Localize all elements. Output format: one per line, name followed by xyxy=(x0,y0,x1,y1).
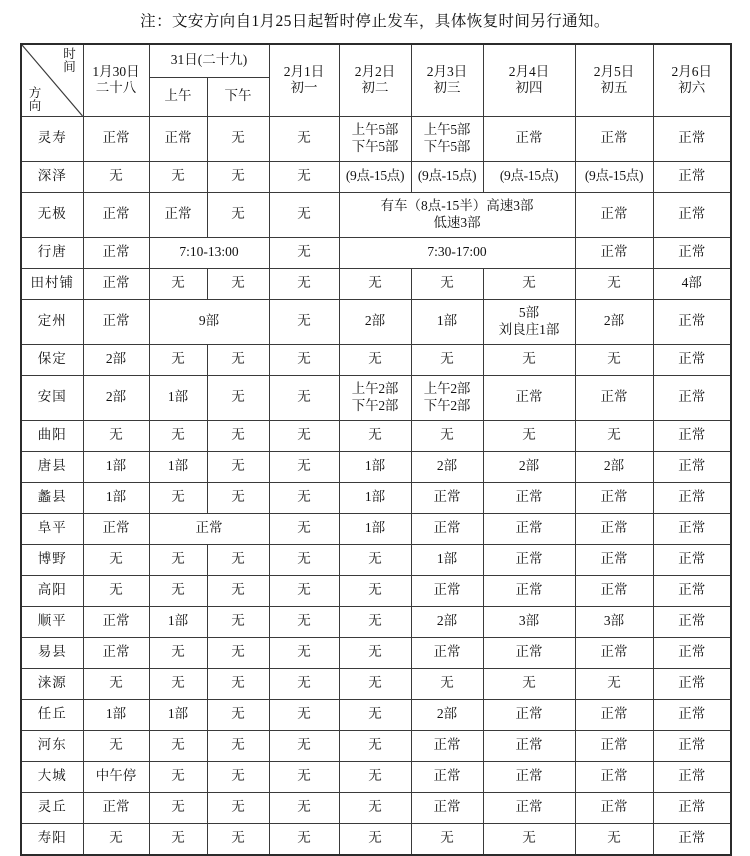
schedule-cell: 无 xyxy=(269,482,339,513)
schedule-cell: 4部 xyxy=(653,268,731,299)
row-destination-label: 博野 xyxy=(21,544,83,575)
schedule-cell: 1部 xyxy=(83,451,149,482)
row-destination-label: 行唐 xyxy=(21,237,83,268)
schedule-cell: 正常 xyxy=(411,637,483,668)
row-destination-label: 涞源 xyxy=(21,668,83,699)
schedule-cell: 无 xyxy=(269,699,339,730)
schedule-cell: 无 xyxy=(269,792,339,823)
schedule-cell: 无 xyxy=(207,420,269,451)
schedule-cell: 无 xyxy=(483,344,575,375)
schedule-cell: 正常 xyxy=(653,668,731,699)
row-destination-label: 大城 xyxy=(21,761,83,792)
schedule-cell: 无 xyxy=(269,544,339,575)
schedule-cell: 无 xyxy=(149,482,207,513)
schedule-cell: 正常 xyxy=(653,420,731,451)
schedule-cell xyxy=(483,299,575,344)
schedule-cell: (9点-15点) xyxy=(411,161,483,192)
schedule-cell: 无 xyxy=(207,544,269,575)
header-col-feb1 xyxy=(269,44,339,117)
schedule-cell: 正常 xyxy=(653,544,731,575)
schedule-cell: 无 xyxy=(339,699,411,730)
schedule-cell: 无 xyxy=(149,344,207,375)
header-direction-label xyxy=(27,87,43,113)
header-col-feb5-lunar: 初五 xyxy=(600,80,628,96)
schedule-cell: 正常 xyxy=(483,730,575,761)
schedule-cell: 无 xyxy=(83,544,149,575)
table-row xyxy=(21,823,731,855)
table-row xyxy=(21,637,731,668)
schedule-cell: 正常 xyxy=(653,761,731,792)
schedule-cell-line: 有车（8点-15半）高速3部 xyxy=(380,198,534,214)
schedule-cell: (9点-15点) xyxy=(339,161,411,192)
schedule-cell: 无 xyxy=(269,344,339,375)
schedule-cell: 无 xyxy=(269,575,339,606)
schedule-cell-line: 低速3部 xyxy=(433,214,481,230)
schedule-cell: 7:30-17:00 xyxy=(339,237,575,268)
schedule-cell: (9点-15点) xyxy=(483,161,575,192)
schedule-cell: 无 xyxy=(269,375,339,420)
schedule-cell: 正常 xyxy=(483,699,575,730)
schedule-cell-line: 上午5部 xyxy=(351,122,399,138)
schedule-cell-line: 上午2部 xyxy=(351,381,399,397)
row-destination-label: 阜平 xyxy=(21,513,83,544)
table-row xyxy=(21,544,731,575)
header-dir-char-1: 方 xyxy=(28,86,42,101)
schedule-cell: 无 xyxy=(207,730,269,761)
table-row xyxy=(21,237,731,268)
schedule-cell: 无 xyxy=(83,730,149,761)
schedule-cell: 无 xyxy=(149,161,207,192)
schedule-cell: 正常 xyxy=(411,482,483,513)
schedule-cell: 正常 xyxy=(575,513,653,544)
schedule-cell: 正常 xyxy=(483,544,575,575)
schedule-cell: 正常 xyxy=(575,761,653,792)
schedule-cell: 无 xyxy=(269,161,339,192)
schedule-cell: 正常 xyxy=(483,482,575,513)
schedule-cell: 9部 xyxy=(149,299,269,344)
schedule-cell xyxy=(411,375,483,420)
header-col-jan30-lunar: 二十八 xyxy=(95,80,137,96)
table-row xyxy=(21,268,731,299)
header-col-feb3 xyxy=(411,44,483,117)
row-destination-label: 任丘 xyxy=(21,699,83,730)
schedule-cell: 无 xyxy=(339,544,411,575)
schedule-cell: 无 xyxy=(339,420,411,451)
row-destination-label: 易县 xyxy=(21,637,83,668)
header-corner-cell xyxy=(21,44,83,117)
schedule-cell: 无 xyxy=(207,116,269,161)
schedule-table xyxy=(20,43,732,856)
schedule-cell-line: 5部 xyxy=(518,305,540,321)
schedule-cell: 无 xyxy=(149,420,207,451)
schedule-cell xyxy=(339,116,411,161)
schedule-cell: 无 xyxy=(149,792,207,823)
schedule-cell: 2部 xyxy=(411,699,483,730)
schedule-cell: 正常 xyxy=(575,730,653,761)
schedule-cell: 无 xyxy=(149,823,207,855)
table-row xyxy=(21,575,731,606)
schedule-cell: 无 xyxy=(207,792,269,823)
schedule-cell: 无 xyxy=(339,637,411,668)
schedule-cell: 无 xyxy=(411,823,483,855)
schedule-cell: 正常 xyxy=(653,344,731,375)
row-destination-label: 蠡县 xyxy=(21,482,83,513)
header-col-feb4-lunar: 初四 xyxy=(515,80,543,96)
row-destination-label: 顺平 xyxy=(21,606,83,637)
schedule-cell: 正常 xyxy=(653,482,731,513)
schedule-table-wrapper xyxy=(20,43,730,856)
header-col-jan30 xyxy=(83,44,149,117)
schedule-cell: 无 xyxy=(207,482,269,513)
header-col-feb6-date: 2月6日 xyxy=(671,63,712,79)
schedule-cell: 无 xyxy=(269,606,339,637)
header-col-jan31: 31日(二十九) xyxy=(149,44,269,78)
schedule-cell: 无 xyxy=(269,730,339,761)
schedule-cell: 正常 xyxy=(653,513,731,544)
header-col-jan31-am: 上午 xyxy=(149,77,207,116)
header-col-feb1-date: 2月1日 xyxy=(283,63,325,79)
schedule-cell: 正常 xyxy=(83,237,149,268)
row-destination-label: 曲阳 xyxy=(21,420,83,451)
table-row xyxy=(21,192,731,237)
schedule-cell: 正常 xyxy=(575,375,653,420)
schedule-cell xyxy=(411,116,483,161)
schedule-cell-line: 下午5部 xyxy=(351,138,399,154)
schedule-cell: 1部 xyxy=(83,699,149,730)
schedule-cell: 无 xyxy=(149,575,207,606)
table-row xyxy=(21,699,731,730)
schedule-cell: 正常 xyxy=(83,192,149,237)
schedule-cell: 无 xyxy=(269,451,339,482)
table-row xyxy=(21,761,731,792)
schedule-cell: 无 xyxy=(575,823,653,855)
schedule-cell: 无 xyxy=(575,268,653,299)
schedule-cell: 无 xyxy=(269,116,339,161)
schedule-cell: 1部 xyxy=(149,451,207,482)
row-destination-label: 安国 xyxy=(21,375,83,420)
schedule-cell: 无 xyxy=(149,268,207,299)
schedule-cell xyxy=(339,192,575,237)
header-col-feb4-date: 2月4日 xyxy=(508,63,550,79)
schedule-cell: 2部 xyxy=(411,451,483,482)
header-time-char-1: 时 xyxy=(63,46,76,61)
table-row xyxy=(21,606,731,637)
schedule-cell: 无 xyxy=(483,420,575,451)
table-row xyxy=(21,482,731,513)
schedule-cell: 正常 xyxy=(83,637,149,668)
schedule-cell: 正常 xyxy=(83,116,149,161)
header-col-jan31-pm: 下午 xyxy=(207,77,269,116)
schedule-cell: 正常 xyxy=(575,575,653,606)
schedule-cell: 无 xyxy=(339,730,411,761)
header-dir-char-2: 向 xyxy=(28,99,42,114)
schedule-cell: 正常 xyxy=(575,192,653,237)
schedule-cell: 正常 xyxy=(83,792,149,823)
schedule-cell: 无 xyxy=(411,344,483,375)
header-time-label xyxy=(62,48,78,74)
schedule-cell: (9点-15点) xyxy=(575,161,653,192)
row-destination-label: 灵丘 xyxy=(21,792,83,823)
schedule-cell: 无 xyxy=(207,823,269,855)
header-row-1 xyxy=(21,44,731,78)
schedule-cell: 无 xyxy=(269,299,339,344)
row-destination-label: 唐县 xyxy=(21,451,83,482)
schedule-cell: 无 xyxy=(269,192,339,237)
header-col-feb5-date: 2月5日 xyxy=(593,63,635,79)
table-row xyxy=(21,420,731,451)
schedule-cell-line: 下午2部 xyxy=(423,397,471,413)
header-col-feb6-lunar: 初六 xyxy=(678,80,706,96)
schedule-cell: 1部 xyxy=(149,606,207,637)
header-col-feb2-lunar: 初二 xyxy=(361,80,389,96)
schedule-cell: 无 xyxy=(269,668,339,699)
schedule-cell: 无 xyxy=(207,192,269,237)
row-destination-label: 灵寿 xyxy=(21,116,83,161)
schedule-cell: 正常 xyxy=(411,730,483,761)
schedule-cell: 无 xyxy=(339,268,411,299)
schedule-cell: 正常 xyxy=(575,237,653,268)
schedule-cell: 1部 xyxy=(339,482,411,513)
schedule-cell: 正常 xyxy=(83,606,149,637)
schedule-cell: 正常 xyxy=(483,575,575,606)
schedule-cell: 无 xyxy=(149,668,207,699)
schedule-cell: 无 xyxy=(483,268,575,299)
schedule-cell: 正常 xyxy=(411,513,483,544)
schedule-cell: 2部 xyxy=(83,375,149,420)
schedule-cell: 无 xyxy=(411,420,483,451)
schedule-cell: 正常 xyxy=(653,237,731,268)
schedule-cell: 无 xyxy=(207,668,269,699)
header-col-feb1-lunar: 初一 xyxy=(290,80,318,96)
schedule-cell: 无 xyxy=(207,637,269,668)
schedule-cell: 正常 xyxy=(653,116,731,161)
schedule-cell: 无 xyxy=(83,823,149,855)
schedule-cell: 无 xyxy=(339,575,411,606)
schedule-cell: 无 xyxy=(149,761,207,792)
schedule-cell: 正常 xyxy=(653,375,731,420)
schedule-cell: 7:10-13:00 xyxy=(149,237,269,268)
schedule-cell: 正常 xyxy=(575,792,653,823)
schedule-cell: 2部 xyxy=(83,344,149,375)
table-row xyxy=(21,730,731,761)
schedule-cell: 无 xyxy=(339,792,411,823)
schedule-cell: 正常 xyxy=(149,116,207,161)
table-row xyxy=(21,668,731,699)
schedule-cell: 1部 xyxy=(83,482,149,513)
schedule-cell: 正常 xyxy=(653,730,731,761)
schedule-cell: 中午停 xyxy=(83,761,149,792)
schedule-cell: 无 xyxy=(207,575,269,606)
schedule-cell: 正常 xyxy=(149,513,269,544)
schedule-cell: 3部 xyxy=(483,606,575,637)
schedule-cell: 1部 xyxy=(149,375,207,420)
header-col-feb3-lunar: 初三 xyxy=(433,80,461,96)
row-destination-label: 寿阳 xyxy=(21,823,83,855)
schedule-cell-line: 下午2部 xyxy=(351,397,399,413)
row-destination-label: 河东 xyxy=(21,730,83,761)
schedule-cell: 正常 xyxy=(411,575,483,606)
schedule-cell-line: 下午5部 xyxy=(423,138,471,154)
schedule-cell: 正常 xyxy=(149,192,207,237)
schedule-cell: 2部 xyxy=(575,299,653,344)
schedule-cell: 正常 xyxy=(653,606,731,637)
table-row xyxy=(21,513,731,544)
schedule-cell: 无 xyxy=(269,237,339,268)
header-col-feb3-date: 2月3日 xyxy=(426,63,468,79)
schedule-cell: 正常 xyxy=(483,513,575,544)
schedule-cell: 无 xyxy=(269,823,339,855)
schedule-cell: 正常 xyxy=(411,792,483,823)
schedule-cell: 无 xyxy=(483,668,575,699)
schedule-cell-line: 刘良庄1部 xyxy=(498,321,560,337)
schedule-cell: 无 xyxy=(207,344,269,375)
table-body xyxy=(21,116,731,855)
row-destination-label: 定州 xyxy=(21,299,83,344)
header-col-feb6 xyxy=(653,44,731,117)
schedule-cell: 正常 xyxy=(575,699,653,730)
table-row xyxy=(21,792,731,823)
schedule-cell: 无 xyxy=(269,637,339,668)
schedule-cell: 无 xyxy=(207,699,269,730)
schedule-cell: 无 xyxy=(575,668,653,699)
table-row xyxy=(21,299,731,344)
schedule-cell: 正常 xyxy=(653,299,731,344)
header-col-jan30-date: 1月30日 xyxy=(92,63,140,79)
schedule-cell: 1部 xyxy=(149,699,207,730)
schedule-cell: 1部 xyxy=(411,299,483,344)
schedule-cell-line: 上午5部 xyxy=(423,122,471,138)
schedule-cell-line: 上午2部 xyxy=(423,381,471,397)
row-destination-label: 无极 xyxy=(21,192,83,237)
schedule-cell: 2部 xyxy=(483,451,575,482)
schedule-cell: 无 xyxy=(149,544,207,575)
schedule-cell: 正常 xyxy=(83,513,149,544)
schedule-cell: 无 xyxy=(339,761,411,792)
schedule-cell: 正常 xyxy=(483,637,575,668)
schedule-cell: 无 xyxy=(339,344,411,375)
schedule-cell: 1部 xyxy=(339,451,411,482)
schedule-cell: 正常 xyxy=(653,792,731,823)
schedule-cell: 正常 xyxy=(83,268,149,299)
schedule-cell: 2部 xyxy=(411,606,483,637)
header-col-feb2-date: 2月2日 xyxy=(354,63,396,79)
schedule-cell: 无 xyxy=(575,344,653,375)
schedule-cell: 3部 xyxy=(575,606,653,637)
table-row xyxy=(21,451,731,482)
table-row xyxy=(21,375,731,420)
header-col-feb2 xyxy=(339,44,411,117)
schedule-cell: 无 xyxy=(483,823,575,855)
schedule-cell: 无 xyxy=(207,606,269,637)
schedule-cell: 正常 xyxy=(653,575,731,606)
row-destination-label: 田村铺 xyxy=(21,268,83,299)
schedule-cell: 无 xyxy=(207,161,269,192)
schedule-cell: 无 xyxy=(83,575,149,606)
schedule-cell xyxy=(339,375,411,420)
schedule-cell: 正常 xyxy=(411,761,483,792)
schedule-cell: 无 xyxy=(83,420,149,451)
schedule-cell: 无 xyxy=(269,761,339,792)
row-destination-label: 高阳 xyxy=(21,575,83,606)
schedule-cell: 正常 xyxy=(575,637,653,668)
schedule-cell: 正常 xyxy=(483,375,575,420)
row-destination-label: 深泽 xyxy=(21,161,83,192)
schedule-cell: 无 xyxy=(269,513,339,544)
table-head xyxy=(21,44,731,117)
table-row xyxy=(21,344,731,375)
schedule-cell: 无 xyxy=(207,375,269,420)
schedule-cell: 正常 xyxy=(483,761,575,792)
schedule-cell: 无 xyxy=(339,606,411,637)
schedule-cell: 正常 xyxy=(653,699,731,730)
schedule-cell: 无 xyxy=(207,451,269,482)
schedule-cell: 无 xyxy=(575,420,653,451)
schedule-cell: 1部 xyxy=(411,544,483,575)
schedule-cell: 正常 xyxy=(653,637,731,668)
header-time-char-2: 间 xyxy=(63,59,76,74)
schedule-cell: 无 xyxy=(149,637,207,668)
schedule-cell: 正常 xyxy=(575,482,653,513)
schedule-cell: 2部 xyxy=(339,299,411,344)
schedule-cell: 正常 xyxy=(653,161,731,192)
schedule-cell: 无 xyxy=(411,268,483,299)
schedule-cell: 正常 xyxy=(653,192,731,237)
schedule-cell: 无 xyxy=(207,761,269,792)
schedule-cell: 1部 xyxy=(339,513,411,544)
table-row xyxy=(21,161,731,192)
schedule-cell: 2部 xyxy=(575,451,653,482)
schedule-cell: 无 xyxy=(83,161,149,192)
schedule-cell: 正常 xyxy=(575,544,653,575)
schedule-cell: 无 xyxy=(269,268,339,299)
schedule-cell: 正常 xyxy=(83,299,149,344)
schedule-cell: 正常 xyxy=(653,823,731,855)
schedule-cell: 正常 xyxy=(575,116,653,161)
note-text: 注：文安方向自1月25日起暂时停止发车，具体恢复时间另行通知。 xyxy=(140,13,610,30)
schedule-cell: 无 xyxy=(411,668,483,699)
schedule-cell: 无 xyxy=(339,668,411,699)
schedule-cell: 正常 xyxy=(653,451,731,482)
schedule-cell: 无 xyxy=(83,668,149,699)
schedule-cell: 无 xyxy=(339,823,411,855)
header-col-feb4 xyxy=(483,44,575,117)
schedule-cell: 无 xyxy=(149,730,207,761)
schedule-cell: 正常 xyxy=(483,116,575,161)
row-destination-label: 保定 xyxy=(21,344,83,375)
header-col-feb5 xyxy=(575,44,653,117)
schedule-cell: 无 xyxy=(269,420,339,451)
schedule-cell: 正常 xyxy=(483,792,575,823)
table-row xyxy=(21,116,731,161)
schedule-cell: 无 xyxy=(207,268,269,299)
